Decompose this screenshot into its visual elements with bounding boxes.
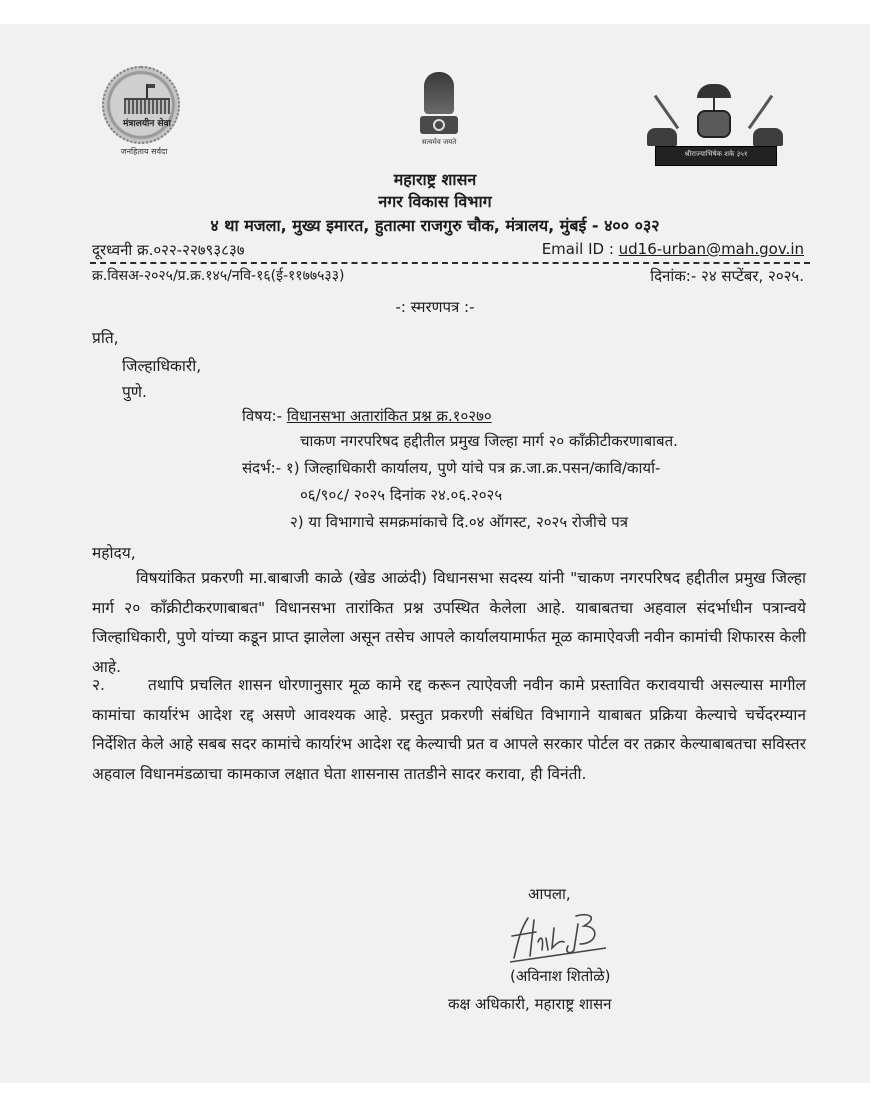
signature-strokes	[506, 910, 616, 966]
paragraph-2-text: तथापि प्रचलित शासन धोरणानुसार मूळ कामे रद्द करून त्याऐवजी नवीन कामे प्रस्तावित करावयाची असल्यास मागील कामांचा कार्यारंभ आदेश रद्द असणे आवश्यक आहे. प्रस्तुत प्रकरणी संबंधित विभागाने याबाबत प्रक्रिया केल्याचे चर्चेदरम्यान निर्देशित केले आहे सबब सदर कामांचे कार्यारंभ आदेश रद्द केल्याची प्रत व आपले सरकार पोर्टल वर तक्रार केल्याबाबतचा सविस्तर अहवाल विधानमंडळाचा कामकाज लक्षात घेता शासनास तातडीने सादर करावा, ही विनंती.	[92, 676, 806, 783]
flag-icon	[146, 84, 148, 98]
recipient-salutation: प्रति,	[92, 329, 119, 347]
sword-icon	[748, 95, 773, 129]
signatory-designation: कक्ष अधिकारी, महाराष्ट्र शासन	[448, 995, 612, 1013]
subject-label: विषय:-	[242, 407, 287, 425]
ashoka-emblem-icon	[414, 72, 464, 152]
umbrella-pole	[713, 98, 715, 110]
paragraph-2-number: २.	[92, 676, 105, 694]
reference-item-2: २) या विभागाचे समक्रमांकाचे दि.०४ ऑगस्ट, २०२५ रोजीचे पत्र	[290, 513, 629, 531]
royal-portrait-icon	[697, 110, 731, 138]
greeting: महोदय,	[92, 544, 136, 562]
dashed-divider	[90, 262, 810, 264]
building-icon	[124, 98, 170, 114]
email-label: Email ID :	[541, 240, 619, 258]
email-link[interactable]: ud16-urban@mah.gov.in	[618, 240, 804, 258]
reference-item-1-continued: ०६/९०८/ २०२५ दिनांक २४.०६.२०२५	[300, 486, 503, 504]
office-address: ४ था मजला, मुख्य इमारत, हुतात्मा राजगुरु चौक, मंत्रालय, मुंबई - ४०० ०३२	[210, 216, 660, 235]
recipient-line-1: जिल्हाधिकारी,	[122, 357, 202, 375]
lion-icon	[753, 128, 783, 146]
handwritten-signature-icon	[506, 910, 616, 966]
seal-inner-text: मंत्रालयीन सेवा	[123, 119, 171, 129]
subject-line	[242, 406, 492, 426]
lion-capital-icon	[424, 72, 454, 114]
seal-banner	[655, 146, 777, 166]
closing: आपला,	[528, 885, 571, 903]
subject-title: विधानसभा अतारांकित प्रश्न क्र.१०२७०	[286, 407, 492, 425]
reference-item-1-text: १) जिल्हाधिकारी कार्यालय, पुणे यांचे पत्र क्र.जा.क्र.पसन/कावि/कार्या-	[285, 459, 661, 477]
references-label: संदर्भ:-	[242, 459, 286, 477]
seal-ring	[102, 66, 180, 144]
sword-icon	[654, 95, 679, 129]
paragraph-1: विषयांकित प्रकरणी मा.बाबाजी काळे (खेड आळंदी) विधानसभा सदस्य यांनी "चाकण नगरपरिषद हद्दीतील प्रमुख जिल्हा मार्ग २० कॉंक्रीटीकरणाबाबत" विधानसभा तारांकित प्रश्न उपस्थित केलेला आहे. याबाबतचा अहवाल संदर्भाधीन पत्रान्वये जिल्हाधिकारी, पुणे यांच्या कडून प्राप्त झालेला असून तसेच आपले कार्यालयामार्फत मूळ कामाऐवजी नवीन कामांची शिफारस केली आहे.	[92, 569, 806, 676]
department-name: नगर विकास विभाग	[378, 192, 492, 211]
umbrella-icon	[697, 84, 731, 98]
phone-number: दूरध्वनी क्र.०२२-२२७९३८३७	[92, 241, 245, 259]
paragraph-2	[92, 671, 806, 789]
signatory-name: (अविनाश शितोळे)	[510, 967, 611, 985]
seal-caption: जनहिताय सर्वदा	[120, 147, 168, 156]
emblem-motto: सत्यमेव जयते	[421, 138, 457, 146]
mantralayeen-seva-seal-icon	[98, 66, 190, 158]
seal-banner-text: श्रीराज्याभिषेक शके ३५१	[684, 150, 748, 158]
reference-number: क्र.विसअ-२०२५/प्र.क्र.१४५/नवि-१६(ई-११७७५३३)	[92, 268, 345, 284]
lion-icon	[647, 128, 677, 146]
reference-item-1	[242, 458, 660, 478]
shivaji-royal-seal-icon	[645, 84, 785, 168]
dharma-chakra-icon	[433, 119, 445, 131]
memo-title: -: स्मरणपत्र :-	[395, 298, 475, 316]
recipient-line-2: पुणे.	[122, 383, 147, 401]
subject-detail: चाकण नगरपरिषद हद्दीतील प्रमुख जिल्हा मार्ग २० कॉंक्रीटीकरणाबाबत.	[300, 432, 678, 450]
government-name: महाराष्ट्र शासन	[393, 170, 477, 189]
letter-date: दिनांक:- २४ सप्टेंबर, २०२५.	[650, 267, 804, 285]
email-line	[542, 240, 804, 258]
